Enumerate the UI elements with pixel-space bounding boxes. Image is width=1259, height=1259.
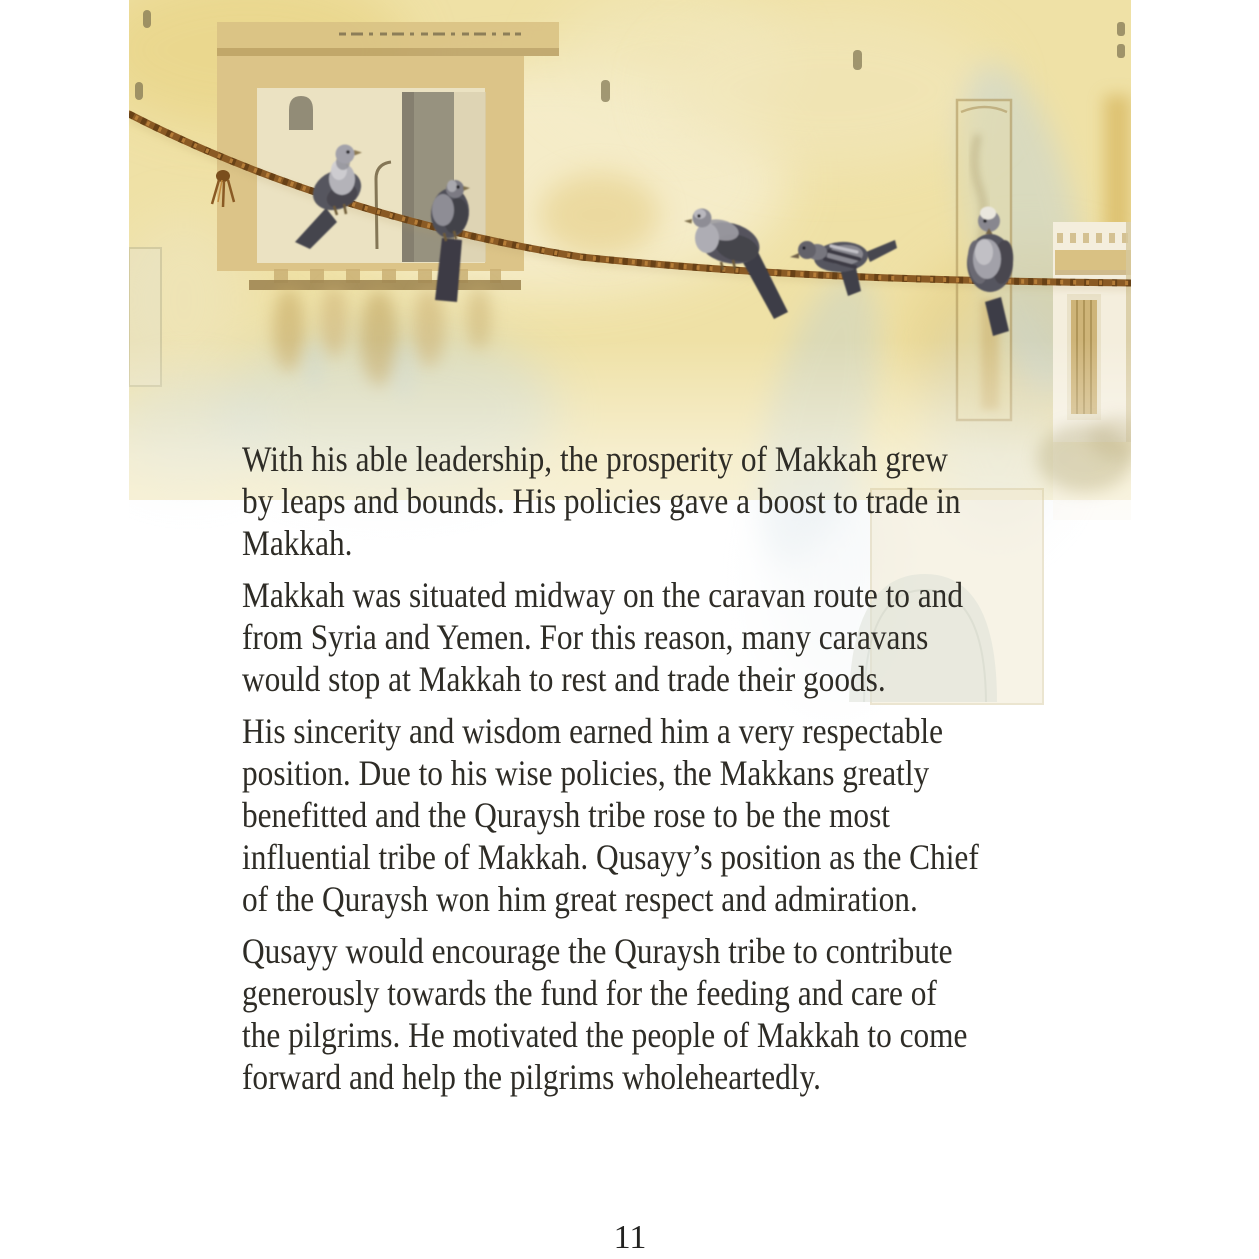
text-paragraph-4 xyxy=(242,930,1060,1098)
text-line: of the Quraysh won him great respect and admiration. xyxy=(242,879,918,919)
text-line: influential tribe of Makkah. Qusayy’s position as the Chief xyxy=(242,837,979,877)
page-number: 11 xyxy=(613,1219,647,1256)
text-line: forward and help the pilgrims wholeheartedly. xyxy=(242,1057,821,1097)
text-line: Qusayy would encourage the Quraysh tribe to contribute xyxy=(242,931,953,971)
arched-niche xyxy=(289,96,313,130)
text-line: by leaps and bounds. His policies gave a boost to trade in xyxy=(242,481,961,521)
text-line: from Syria and Yemen. For this reason, many caravans xyxy=(242,617,929,657)
text-line: Makkah. xyxy=(242,523,353,563)
text-line: benefitted and the Quraysh tribe rose to be the most xyxy=(242,795,890,835)
text-line: the pilgrims. He motivated the people of Makkah to come xyxy=(242,1015,968,1055)
text-line: position. Due to his wise policies, the Makkans greatly xyxy=(242,753,930,793)
page-text xyxy=(242,438,1060,1108)
text-paragraph-1 xyxy=(242,438,1060,564)
text-line: generously towards the fund for the feeding and care of xyxy=(242,973,937,1013)
text-line: His sincerity and wisdom earned him a very respectable xyxy=(242,711,943,751)
text-line: would stop at Makkah to rest and trade their goods. xyxy=(242,659,886,699)
text-paragraph-3 xyxy=(242,710,1060,920)
text-line: Makkah was situated midway on the caravan route to and xyxy=(242,575,964,615)
text-line: With his able leadership, the prosperity of Makkah grew xyxy=(242,439,948,479)
text-paragraph-2 xyxy=(242,574,1060,700)
